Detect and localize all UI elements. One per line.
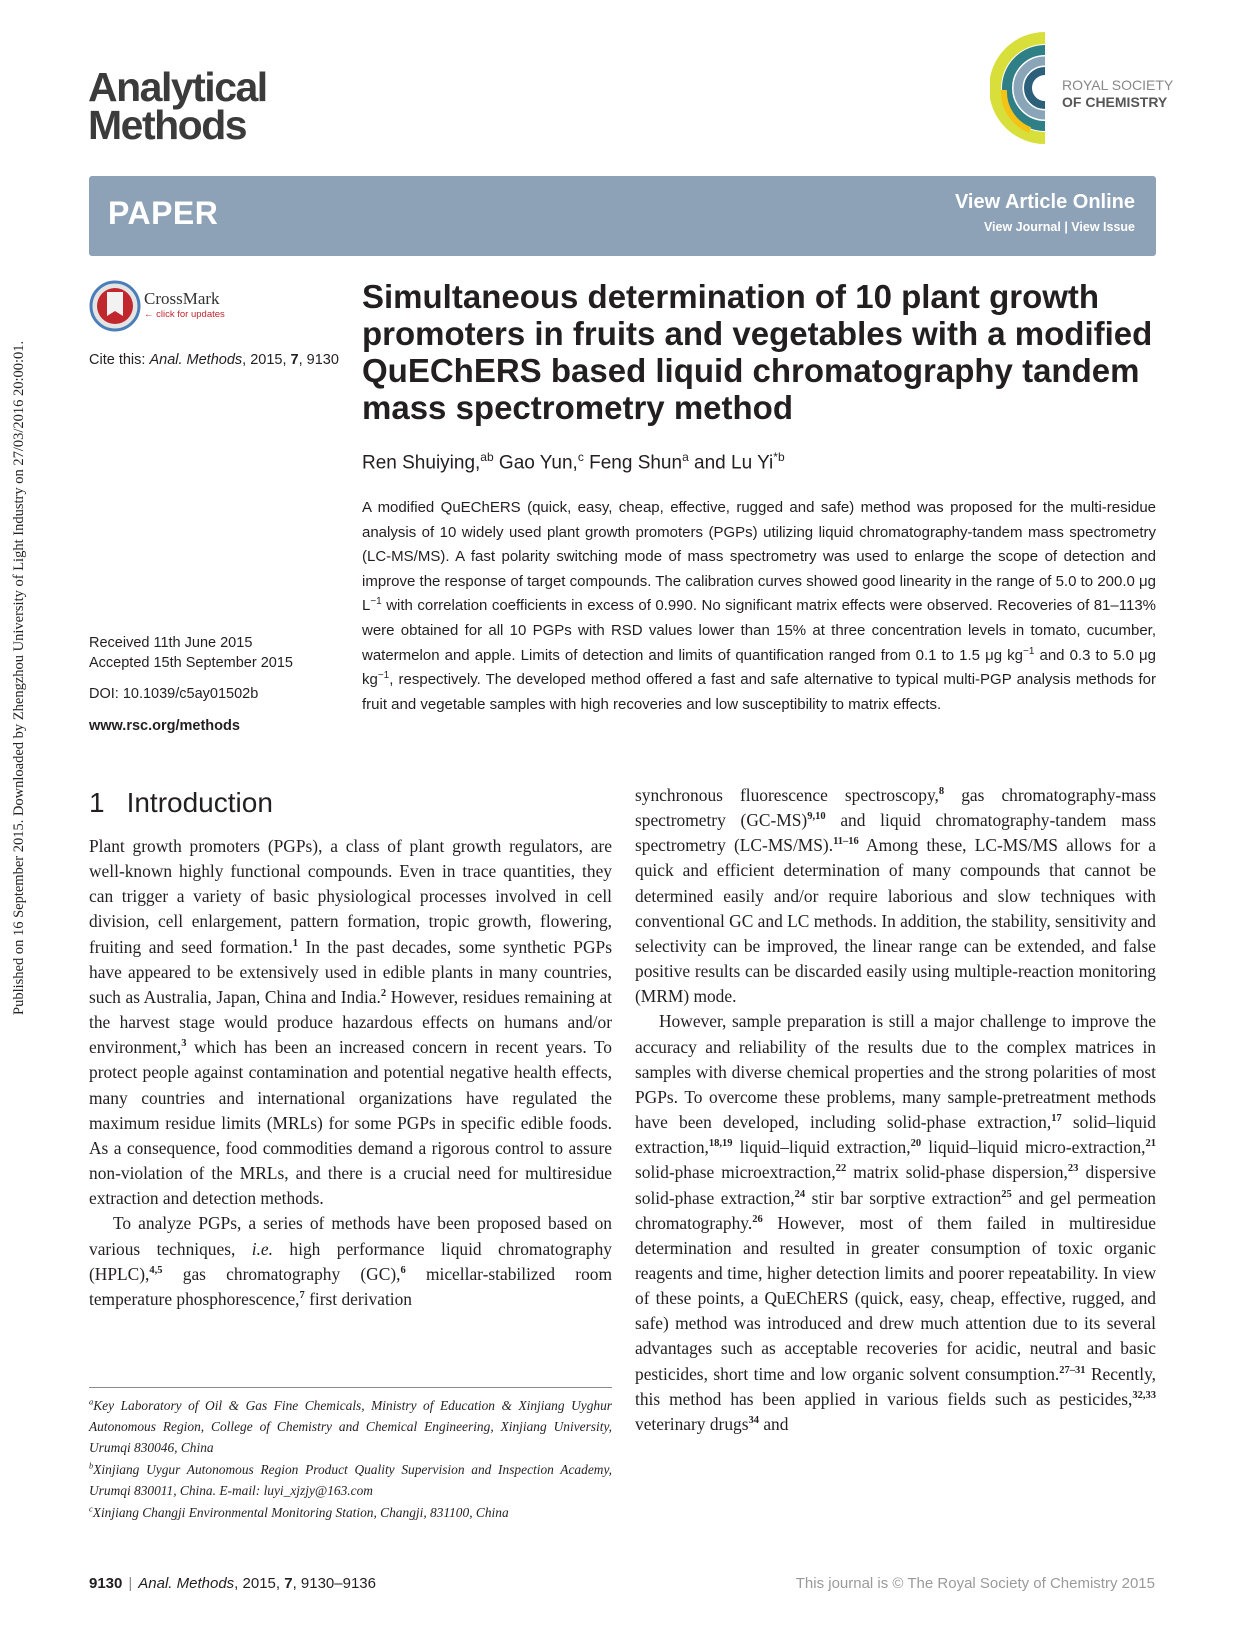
author-name: Feng Shun — [583, 452, 683, 474]
citation-ref[interactable]: 8 — [938, 786, 945, 798]
author-affiliation: ab — [480, 450, 494, 464]
journal-website-link[interactable]: www.rsc.org/methods — [89, 718, 240, 734]
author-affiliation: c — [577, 450, 584, 464]
body-text: and liquid chromatography-tandem mass spectrometry (LC-MS/MS). — [635, 810, 1156, 856]
rsc-logo — [990, 30, 1190, 150]
body-text: solid–liquid extraction, — [635, 1112, 1156, 1158]
doi[interactable]: DOI: 10.1039/c5ay01502b — [89, 686, 259, 702]
citation-ref[interactable]: 21 — [1145, 1138, 1156, 1150]
section-number: 1 — [89, 787, 105, 818]
body-text: gas chromatography-mass spectrometry (GC-MS) — [635, 785, 1156, 831]
affiliations — [89, 1395, 612, 1524]
citation-ref[interactable]: 3 — [181, 1038, 187, 1050]
affiliation-text: Key Laboratory of Oil & Gas Fine Chemicals, Ministry of Education & Xinjiang Uyghur Autonomous Region, College of Chemistry and Chemical Engineering, Xinjiang University, Urumqi 830046, China — [89, 1398, 612, 1455]
article-type-banner — [89, 176, 1156, 256]
page-number: 9130 — [89, 1575, 123, 1592]
accepted-date: Accepted 15th September 2015 — [89, 655, 293, 671]
footer-journal: Anal. Methods — [138, 1575, 235, 1592]
affiliation-text: Xinjiang Uygur Autonomous Region Product Quality Supervision and Inspection Academy, Urumqi 830011, China. E-mail: luyi_xjzjy@163.com — [89, 1462, 612, 1498]
body-text: veterinary drugs — [635, 1413, 749, 1434]
body-text: solid-phase microextraction, — [635, 1162, 836, 1183]
cite-page: , 9130 — [298, 352, 339, 368]
cite-this — [89, 352, 339, 368]
view-links-separator: | — [1064, 220, 1068, 234]
body-text: and gel permeation chromatography. — [635, 1187, 1157, 1233]
body-text: micellar-stabilized room temperature phosphorescence, — [89, 1263, 612, 1309]
affiliation-mark: c — [89, 1503, 93, 1514]
citation-ref[interactable]: 1 — [292, 937, 298, 949]
view-links — [984, 220, 1135, 234]
citation-ref[interactable]: 17 — [1051, 1113, 1062, 1125]
affiliation-item — [89, 1459, 612, 1501]
citation-ref[interactable]: 24 — [794, 1188, 806, 1200]
citation-ref[interactable]: 18,19 — [708, 1138, 733, 1150]
received-date: Received 11th June 2015 — [89, 635, 253, 651]
journal-name — [88, 64, 267, 148]
right-column — [635, 783, 1156, 1437]
crossmark-title[interactable]: CrossMark — [144, 289, 220, 308]
copyright-notice: This journal is © The Royal Society of Chemistry 2015 — [795, 1575, 1155, 1592]
affiliation-text: Xinjiang Changji Environmental Monitoring Station, Changji, 831100, China — [92, 1505, 509, 1520]
author-name: and Lu Yi — [688, 452, 774, 474]
affiliation-mark: a — [89, 1396, 94, 1407]
citation-ref[interactable]: 6 — [400, 1264, 406, 1276]
body-text: Plant growth promoters (PGPs), a class of plant growth regulators, are well-known highly functional compounds. Even in trace quantities, they can trigger a variety of basic physiological processes involved in cell division, cell enlargement, pattern formation, tropic growth, flowering, fruiting and seed formation. — [89, 836, 612, 957]
author-affiliation: a — [682, 450, 689, 464]
affiliation-item — [89, 1502, 612, 1523]
author-name: Ren Shuiying, — [362, 452, 481, 474]
intro-paragraph-1 — [89, 834, 612, 1211]
body-text: In the past decades, some synthetic PGPs have appeared to be extensively used in edible plants in many countries, such as Australia, Japan, China and India. — [89, 936, 612, 1007]
cite-prefix: Cite this: — [89, 352, 146, 368]
body-text: liquid–liquid micro-extraction, — [921, 1137, 1146, 1158]
abstract-text: A modified QuEChERS (quick, easy, cheap, effective, rugged and safe) method was proposed for the multi-residue analysis of 10 widely used plant growth promoters (PGPs) utilizing liquid chromatography-tandem mass spectrometry (LC-MS/MS). A fast polarity switching mode of mass spectrometry was used to enlarge the scope of detection and improve the response of target compounds. The calibration curves showed good linearity in the range of 5.0 to 200.0 μg L — [362, 499, 1156, 615]
rsc-logo-emblem — [995, 38, 1045, 138]
citation-ref[interactable]: 11–16 — [833, 836, 859, 848]
abstract-text: , respectively. The developed method offered a fast and safe alternative to typical multi-PGP analysis methods for fruit and vegetable samples with high recoveries and low susceptibility to matrix effects. — [362, 671, 1156, 713]
view-issue-link[interactable]: View Issue — [1071, 220, 1135, 234]
footer-year: , 2015, — [234, 1575, 285, 1592]
rsc-logo-line1: ROYAL SOCIETY — [1062, 77, 1174, 93]
publication-side-note — [8, 225, 30, 1015]
abstract-text: and 0.3 to 5.0 μg kg — [362, 646, 1156, 689]
citation-ref[interactable]: 27–31 — [1059, 1364, 1086, 1376]
footer-volume: 7 — [284, 1575, 293, 1592]
body-text: liquid–liquid extraction, — [732, 1137, 911, 1158]
citation-ref[interactable]: 7 — [299, 1290, 305, 1302]
footnote-divider — [89, 1387, 612, 1388]
affiliation-mark: b — [89, 1460, 94, 1471]
body-text: first derivation — [304, 1288, 412, 1309]
author-affiliation: *b — [773, 450, 785, 464]
side-note-text: Published on 16 September 2015. Downloaded by Zhengzhou University of Light Industry on 27/03/2016 20:00:01. — [11, 340, 27, 1015]
section-heading — [89, 787, 273, 819]
abstract — [362, 496, 1156, 717]
view-article-online-link[interactable]: View Article Online — [954, 191, 1135, 213]
body-text: gas chromatography (GC), — [162, 1263, 401, 1284]
cite-year: , 2015, — [242, 352, 291, 368]
abstract-superscript: −1 — [377, 670, 390, 682]
journal-name-line2: Methods — [88, 102, 247, 148]
abstract-superscript: −1 — [1023, 645, 1035, 657]
intro-paragraph-4 — [635, 1009, 1156, 1437]
cite-journal: Anal. Methods — [149, 352, 243, 368]
citation-ref[interactable]: 26 — [752, 1213, 763, 1225]
abstract-superscript: −1 — [370, 596, 382, 608]
body-text: high performance liquid chromatography (HPLC), — [89, 1238, 612, 1284]
intro-paragraph-3 — [635, 783, 1156, 1009]
section-title: Introduction — [126, 787, 273, 818]
abstract-text: with correlation coefficients in excess of 0.990. No significant matrix effects were observed. Recoveries of 81–113% were obtained for all 10 PGPs with RSD values lower than 15% at three concentration levels in tomato, cucumber, watermelon and apple. Limits of detection and limits of quantification ranged from 0.1 to 1.5 μg kg — [362, 597, 1156, 664]
citation-ref[interactable]: 32,33 — [1132, 1389, 1156, 1401]
body-text: Recently, this method has been applied in various fields such as pesticides, — [635, 1363, 1156, 1409]
body-text-italic: i.e. — [251, 1238, 273, 1259]
body-text: synchronous fluorescence spectroscopy, — [635, 785, 939, 805]
view-journal-link[interactable]: View Journal — [983, 220, 1061, 234]
citation-ref[interactable]: 22 — [835, 1163, 847, 1175]
article-type-label: PAPER — [108, 195, 219, 231]
citation-ref[interactable]: 20 — [910, 1138, 922, 1150]
footer-pages: , 9130–9136 — [292, 1575, 376, 1592]
left-column — [89, 834, 612, 1312]
body-text: However, residues remaining at the harvest stage would produce hazardous effects on humans and/or environment, — [89, 986, 612, 1058]
body-text: matrix solid-phase dispersion, — [846, 1162, 1068, 1183]
body-text: However, most of them failed in multiresidue determination and resulted in greater consumption of toxic organic reagents and time, higher detection limits and poorer repeatability. In view of these points, a QuEChERS (quick, easy, cheap, effective, rugged, and safe) method was introduced and drew much attention due to its several advantages such as acceptable recoveries for acidic, neutral and basic pesticides, short time and low organic solvent consumption. — [635, 1212, 1156, 1384]
author-list — [362, 450, 785, 474]
body-text: and — [758, 1413, 789, 1434]
author-name: Gao Yun, — [493, 452, 578, 474]
body-text: Among these, LC-MS/MS allows for a quick and efficient determination of many compounds that cannot be determined easily and/or require laborious and slow techniques with conventional GC and LC methods. In addition, the stability, sensitivity and selectivity can be improved, the linear range can be extended, and false positive results can be discarded easily using multiple-reaction monitoring (MRM) mode. — [635, 835, 1157, 1007]
citation-ref[interactable]: 4,5 — [149, 1264, 163, 1276]
body-text: stir bar sorptive extraction — [805, 1187, 1002, 1208]
affiliation-item — [89, 1395, 612, 1458]
page-footer-citation — [89, 1575, 376, 1592]
body-text: However, sample preparation is still a major challenge to improve the accuracy and reliability of the results due to the complex matrices in samples with diverse chemical properties and the strong polarities of most PGPs. To overcome these problems, many sample-pretreatment methods have been developed, including solid-phase extraction, — [635, 1011, 1156, 1133]
crossmark-subtitle[interactable]: ← click for updates — [144, 309, 225, 320]
footer-separator: | — [128, 1575, 133, 1592]
intro-paragraph-2 — [89, 1211, 612, 1312]
citation-ref[interactable]: 34 — [748, 1415, 759, 1427]
body-text: To analyze PGPs, a series of methods have been proposed based on various techniques, — [89, 1213, 612, 1259]
citation-ref[interactable]: 2 — [380, 988, 387, 1000]
citation-ref[interactable]: 25 — [1001, 1188, 1012, 1200]
body-text: which has been an increased concern in recent years. To protect people against contamination and potential negative health effects, many countries and international organizations have regulated the maximum residue limits (MRLs) for some PGPs in specific edible foods. As a consequence, food commodities demand a rigorous control to assure non-violation of the MRLs, and there is a crucial need for multiresidue extraction and detection methods. — [89, 1037, 612, 1209]
body-text: dispersive solid-phase extraction, — [635, 1162, 1156, 1208]
citation-ref[interactable]: 9,10 — [807, 811, 826, 823]
rsc-logo-line2: OF CHEMISTRY — [1062, 94, 1168, 110]
journal-name-line1: Analytical — [88, 64, 267, 110]
citation-ref[interactable]: 23 — [1067, 1163, 1079, 1175]
article-title: Simultaneous determination of 10 plant growth promoters in fruits and vegetables with a modified QuEChERS based liquid chromatography tandem mass spectrometry method — [362, 278, 1153, 426]
cite-volume: 7 — [290, 352, 299, 368]
